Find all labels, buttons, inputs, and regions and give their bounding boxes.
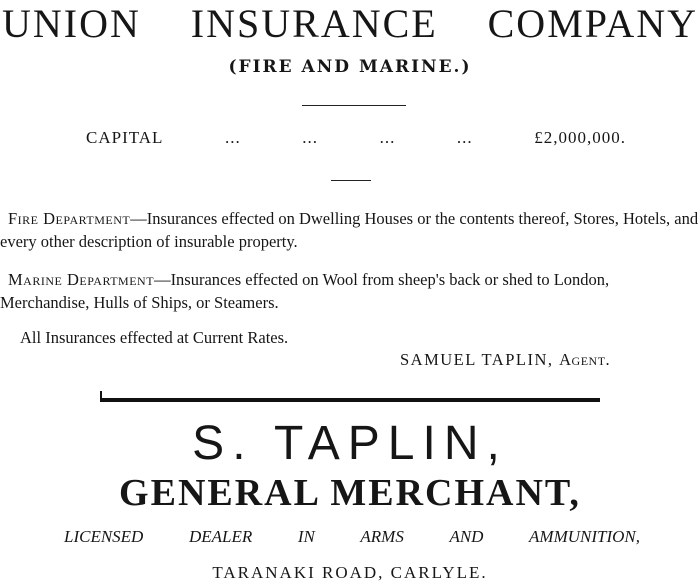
leader-dots: ... <box>224 128 241 147</box>
current-rates-line: All Insurances effected at Current Rates. <box>20 328 289 347</box>
title-word: UNION <box>2 1 141 46</box>
agent-signature <box>400 350 610 370</box>
license-word: IN <box>297 527 315 546</box>
agent-name: SAMUEL TAPLIN, <box>400 350 554 369</box>
leader-dots: ... <box>379 128 396 147</box>
company-subtitle: (FIRE AND MARINE.) <box>228 57 472 77</box>
fire-department-heading: Fire Department <box>8 209 131 228</box>
license-word: AMMUNITION, <box>529 527 640 546</box>
capital-line <box>86 128 626 148</box>
section-divider-rule <box>100 398 600 402</box>
merchant-name: S. TAPLIN, <box>192 417 508 470</box>
marine-department-paragraph <box>0 268 700 314</box>
company-title <box>2 0 698 48</box>
marine-department-heading: Marine Department <box>8 270 155 289</box>
fire-department-text: —Insurances effected on Dwelling Houses or the contents thereof, Stores, Hotels, and every other description of insurable property. <box>0 209 699 251</box>
leader-dots: ... <box>302 128 319 147</box>
merchant-address: TARANAKI ROAD, CARLYLE. <box>212 563 488 582</box>
title-word: COMPANY <box>487 1 698 46</box>
marine-department-text: —Insurances effected on Wool from sheep's back or shed to London, Merchandise, Hulls of Ships, or Steamers. <box>0 270 610 312</box>
license-word: AND <box>449 527 484 546</box>
capital-label: CAPITAL <box>86 128 164 147</box>
capital-amount: £2,000,000. <box>534 128 626 147</box>
fire-department-paragraph <box>0 207 700 253</box>
divider-rule <box>302 105 406 106</box>
leader-dots: ... <box>456 128 473 147</box>
divider-rule <box>331 180 371 181</box>
license-word: DEALER <box>188 527 253 546</box>
agent-title: Agent. <box>559 350 611 369</box>
license-word: LICENSED <box>64 527 144 546</box>
merchant-trade: GENERAL MERCHANT, <box>119 472 581 514</box>
license-line <box>64 527 640 547</box>
license-word: ARMS <box>360 527 404 546</box>
title-word: INSURANCE <box>190 1 438 46</box>
